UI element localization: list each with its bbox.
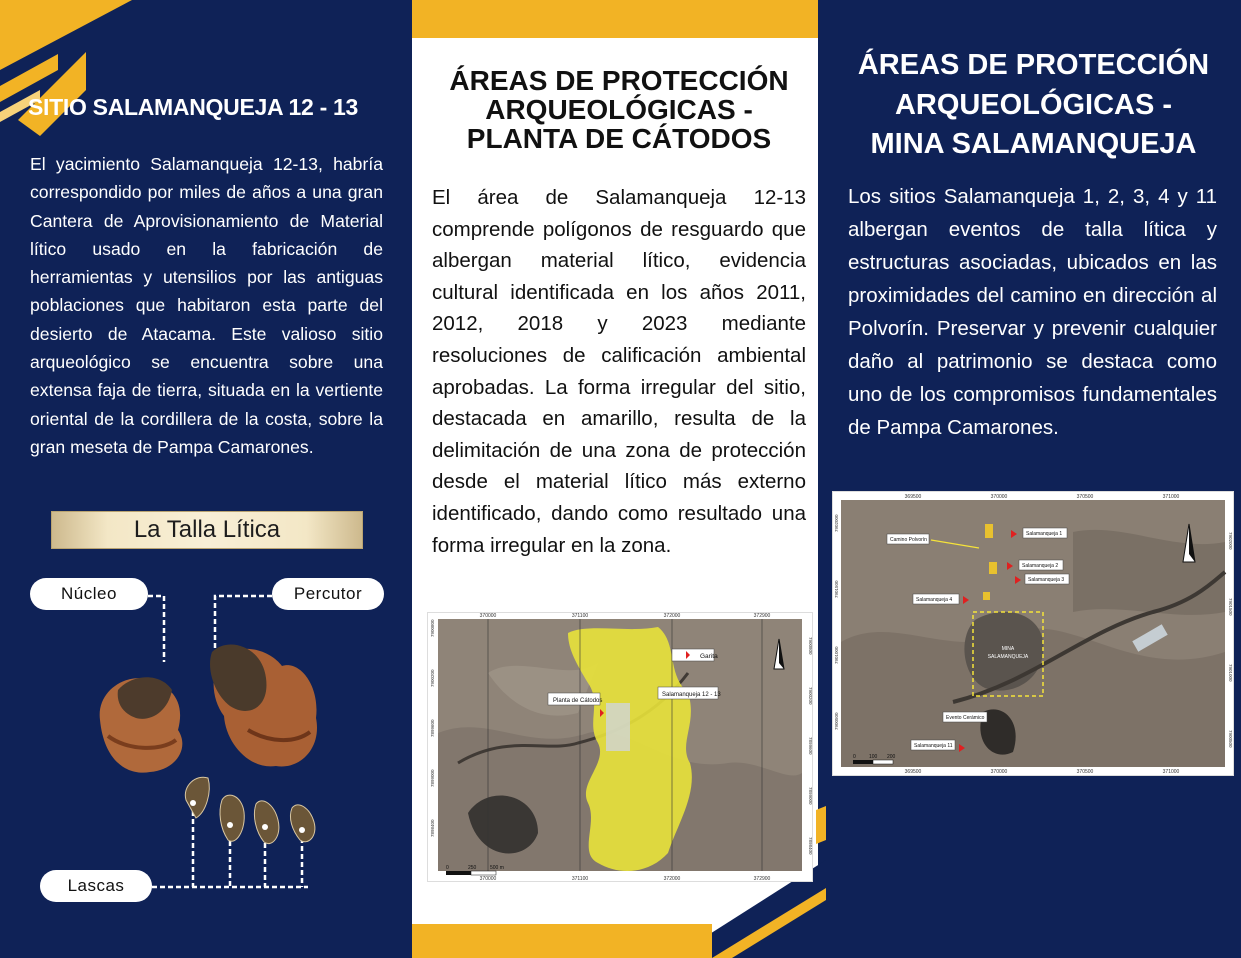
- scale-100: 100: [869, 754, 878, 760]
- percutor-hand-image: [210, 644, 317, 766]
- x-tick-bottom: 372000: [663, 876, 681, 882]
- x-tick-bottom: 370000: [990, 769, 1008, 775]
- x-tick-bottom: 372900: [753, 876, 771, 882]
- sitio-label: Salamanqueja 12 - 13: [662, 692, 721, 698]
- s1-label: Salamanqueja 1: [1026, 531, 1063, 537]
- y-tick-right: 7899000: [808, 787, 813, 805]
- scale-0: 0: [446, 865, 449, 871]
- y-tick: 7899000: [430, 769, 435, 787]
- x-tick: 371100: [571, 613, 589, 619]
- y-tick: 7901500: [834, 580, 839, 598]
- evento-label: Evento Cerámico: [946, 715, 985, 721]
- x-tick-bottom: 371100: [571, 876, 589, 882]
- gold-bottom-bar: [412, 924, 712, 958]
- x-tick: 370000: [479, 613, 497, 619]
- nucleo-connector: [148, 596, 164, 662]
- scale-250: 250: [468, 865, 477, 871]
- x-tick-bottom: 369500: [904, 769, 922, 775]
- lascas-label: Lascas: [40, 870, 152, 902]
- mina-label-2: SALAMANQUEJA: [987, 654, 1029, 660]
- y-tick-right: 7900800: [808, 637, 813, 655]
- left-panel-title: SITIO SALAMANQUEJA 12 - 13: [28, 94, 359, 120]
- flake-3: [254, 801, 278, 844]
- x-tick: 371000: [1162, 494, 1180, 500]
- y-tick-right: 7901000: [1228, 664, 1233, 682]
- y-tick-right: 7900200: [808, 687, 813, 705]
- right-title-line-1: ÁREAS DE PROTECCIÓN: [857, 49, 1210, 81]
- x-tick-bottom: 370500: [1076, 769, 1094, 775]
- center-panel-title: ÁREAS DE PROTECCIÓN ARQUEOLÓGICAS - PLANTA DE CÁTODOS: [449, 65, 789, 154]
- flake-4: [290, 805, 314, 842]
- y-tick-right: 7902000: [1228, 532, 1233, 550]
- right-panel-body: Los sitios Salamanqueja 1, 2, 3, 4 y 11 albergan eventos de talla lítica y estructuras asociadas, ubicados en las proximidades del camino en dirección al Polvorín. Preservar y prevenir cualquier daño al patrimonio se destaca como uno de los compromisos fundamentales de Pampa Camarones.: [848, 185, 1217, 439]
- planta-label: Planta de Cátodos: [553, 698, 603, 704]
- y-tick-right: 7901500: [1228, 598, 1233, 616]
- corner-stripes-decoration: [0, 0, 412, 958]
- x-tick: 370500: [1076, 494, 1094, 500]
- y-tick: 7900800: [430, 619, 435, 637]
- mina-salamanqueja-map: [832, 491, 1234, 776]
- x-tick: 372000: [663, 613, 681, 619]
- x-tick: 369500: [904, 494, 922, 500]
- left-panel-body: El yacimiento Salamanqueja 12-13, habría correspondido por miles de años a una gran Cantera de Aprovisionamiento de Material lítico usado en la fabricación de herramientas y utensilios por las antiguas poblaciones que habitaron esta parte del desierto de Atacama. Este valioso sitio arqueológico se encuentra sobre una extensa faja de tierra, situada en la vertiente oriental de la cordillera de la costa, sobre la gran meseta de Pampa Camarones.: [30, 154, 383, 457]
- y-tick: 7901000: [834, 646, 839, 664]
- s11-label: Salamanqueja 11: [914, 743, 953, 749]
- right-title-line-2: ARQUEOLÓGICAS -: [894, 88, 1173, 121]
- y-tick: 7902000: [834, 514, 839, 532]
- percutor-label: Percutor: [272, 578, 384, 610]
- center-panel-body: El área de Salamanqueja 12-13 comprende polígonos de resguardo que albergan material lítico, evidencia cultural identificada en los años 2011, 2012, 2018 y 2023 mediante resoluciones de calificación ambiental aprobadas. La forma irregular del sitio, destacada en amarillo, resulta de la delimitación de una zona de protección desde el material lítico más externo identificado, dando como resultado una forma irregular en la zona.: [432, 186, 806, 557]
- lascas-flakes: [185, 777, 315, 843]
- camino-label: Camino Polvorín: [890, 537, 927, 543]
- y-tick-right: 7899600: [808, 737, 813, 755]
- nucleo-hand-image: [100, 677, 183, 772]
- y-tick-right: 7898400: [808, 837, 813, 855]
- mina-salamanqueja-map-svg: [833, 492, 1233, 775]
- y-tick-right: 7900500: [1228, 730, 1233, 748]
- mina-label-1: MINA: [1001, 646, 1015, 652]
- x-tick: 372900: [753, 613, 771, 619]
- left-panel: [0, 0, 412, 958]
- scale-0: 0: [853, 754, 856, 760]
- nucleo-label: Núcleo: [30, 578, 148, 610]
- talla-litica-banner: La Talla Lítica: [51, 511, 363, 549]
- flake-2: [220, 795, 244, 841]
- right-title-line-3: MINA SALAMANQUEJA: [870, 128, 1197, 160]
- scale-200: 200: [887, 754, 896, 760]
- percutor-connector: [215, 596, 272, 654]
- gold-edge-tab: [816, 806, 826, 844]
- x-tick-bottom: 371000: [1162, 769, 1180, 775]
- s2-label: Salamanqueja 2: [1022, 563, 1059, 569]
- right-panel-title: [836, 46, 1231, 165]
- right-panel: [826, 0, 1241, 958]
- x-tick-bottom: 370000: [479, 876, 497, 882]
- planta-catodos-map-svg: [428, 613, 812, 881]
- s3-label: Salamanqueja 3: [1028, 577, 1065, 583]
- planta-catodos-map: [427, 612, 813, 882]
- s4-label: Salamanqueja 4: [916, 597, 953, 603]
- y-tick: 7898400: [430, 819, 435, 837]
- y-tick: 7900500: [834, 712, 839, 730]
- stripe-gold-1: [0, 0, 132, 70]
- lascas-dots: [190, 800, 305, 833]
- flake-1: [185, 777, 209, 818]
- y-tick: 7899600: [430, 719, 435, 737]
- garita-label: Garita: [700, 653, 718, 660]
- y-tick: 7900200: [430, 669, 435, 687]
- scale-500: 500 m: [490, 865, 504, 871]
- x-tick: 370000: [990, 494, 1008, 500]
